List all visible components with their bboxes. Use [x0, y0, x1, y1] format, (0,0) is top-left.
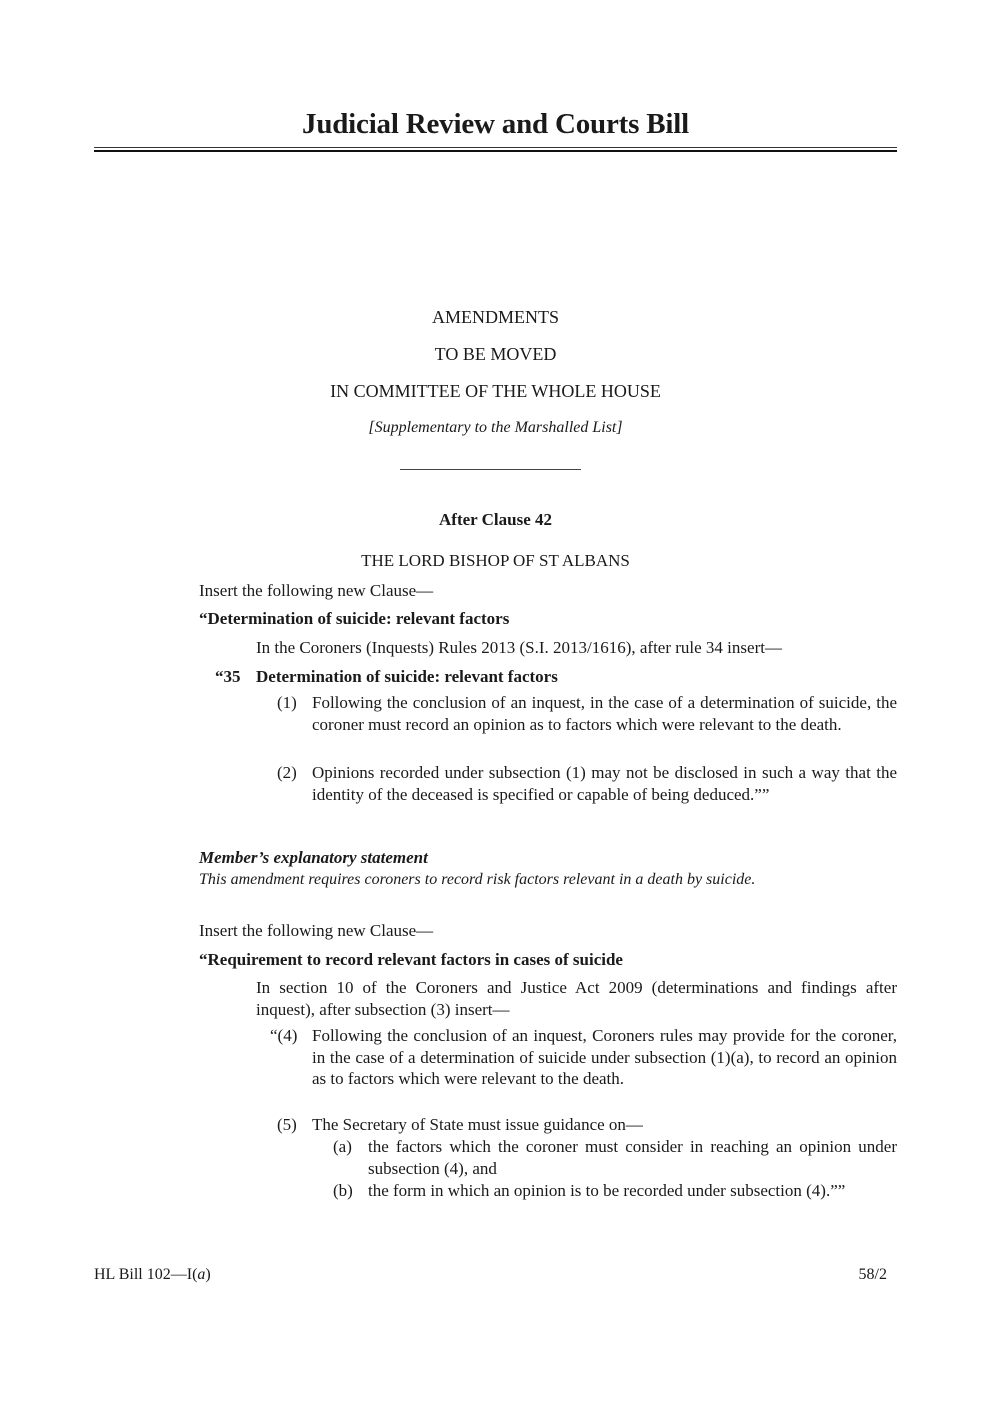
heading-committee: IN COMMITTEE OF THE WHOLE HOUSE	[330, 381, 661, 401]
rule-number: “35	[215, 667, 241, 686]
paragraph-a-text: the factors which the coroner must consider in reaching an opinion under subsection (4), and	[368, 1137, 897, 1178]
bill-reference: HL Bill 102—I(a)	[94, 1266, 211, 1283]
document-title: Judicial Review and Courts Bill	[302, 108, 689, 140]
subsection-5-number: (5)	[277, 1115, 297, 1134]
separator-line	[400, 469, 581, 470]
subheading: [Supplementary to the Marshalled List]	[368, 419, 623, 436]
section-heading: After Clause 42	[439, 510, 552, 529]
explanatory-statement-text: This amendment requires coroners to record risk factors relevant in a death by suicide.	[199, 871, 756, 888]
subsection-2-text: Opinions recorded under subsection (1) may not be disclosed in such a way that the identity of the deceased is specified or capable of being deduced.””	[312, 763, 897, 804]
paragraph-b-text: the form in which an opinion is to be recorded under subsection (4).””	[368, 1181, 846, 1200]
paragraph-b-number: (b)	[333, 1181, 353, 1200]
amendment-1-intro: Insert the following new Clause—	[199, 581, 434, 600]
rule-title: Determination of suicide: relevant factors	[256, 667, 558, 686]
heading-amendments: AMENDMENTS	[431, 307, 559, 327]
explanatory-statement-heading: Member’s explanatory statement	[199, 848, 428, 867]
amendment-2-clause-title: “Requirement to record relevant factors in cases of suicide	[199, 950, 623, 969]
subsection-1-number: (1)	[277, 693, 297, 712]
title-rule-thin	[94, 147, 897, 148]
amendment-2-lead: In section 10 of the Coroners and Justice Act 2009 (determinations and findings after inquest), after subsection (3) insert—	[256, 978, 897, 1019]
amendment-2-intro: Insert the following new Clause—	[199, 921, 434, 940]
subsection-4-text: Following the conclusion of an inquest, Coroners rules may provide for the coroner, in the case of a determination of suicide under subsection (1)(a), to record an opinion as to factors which were relevant to the death.	[312, 1026, 897, 1088]
heading-to-be-moved: TO BE MOVED	[434, 344, 557, 364]
subsection-5-text: The Secretary of State must issue guidance on—	[312, 1115, 643, 1134]
amendment-1-clause-title: “Determination of suicide: relevant factors	[199, 609, 510, 628]
paragraph-a-number: (a)	[333, 1137, 352, 1156]
subsection-4-number: “(4)	[270, 1026, 298, 1045]
mover-name: THE LORD BISHOP OF ST ALBANS	[361, 551, 630, 570]
subsection-2-number: (2)	[277, 763, 297, 782]
title-rule-thick	[94, 150, 897, 152]
subsection-1-text: Following the conclusion of an inquest, in the case of a determination of suicide, the coroner must record an opinion as to factors which were relevant to the death.	[312, 693, 897, 734]
amendment-1-lead: In the Coroners (Inquests) Rules 2013 (S.I. 2013/1616), after rule 34 insert—	[256, 638, 782, 657]
page-reference: 58/2	[858, 1266, 887, 1283]
